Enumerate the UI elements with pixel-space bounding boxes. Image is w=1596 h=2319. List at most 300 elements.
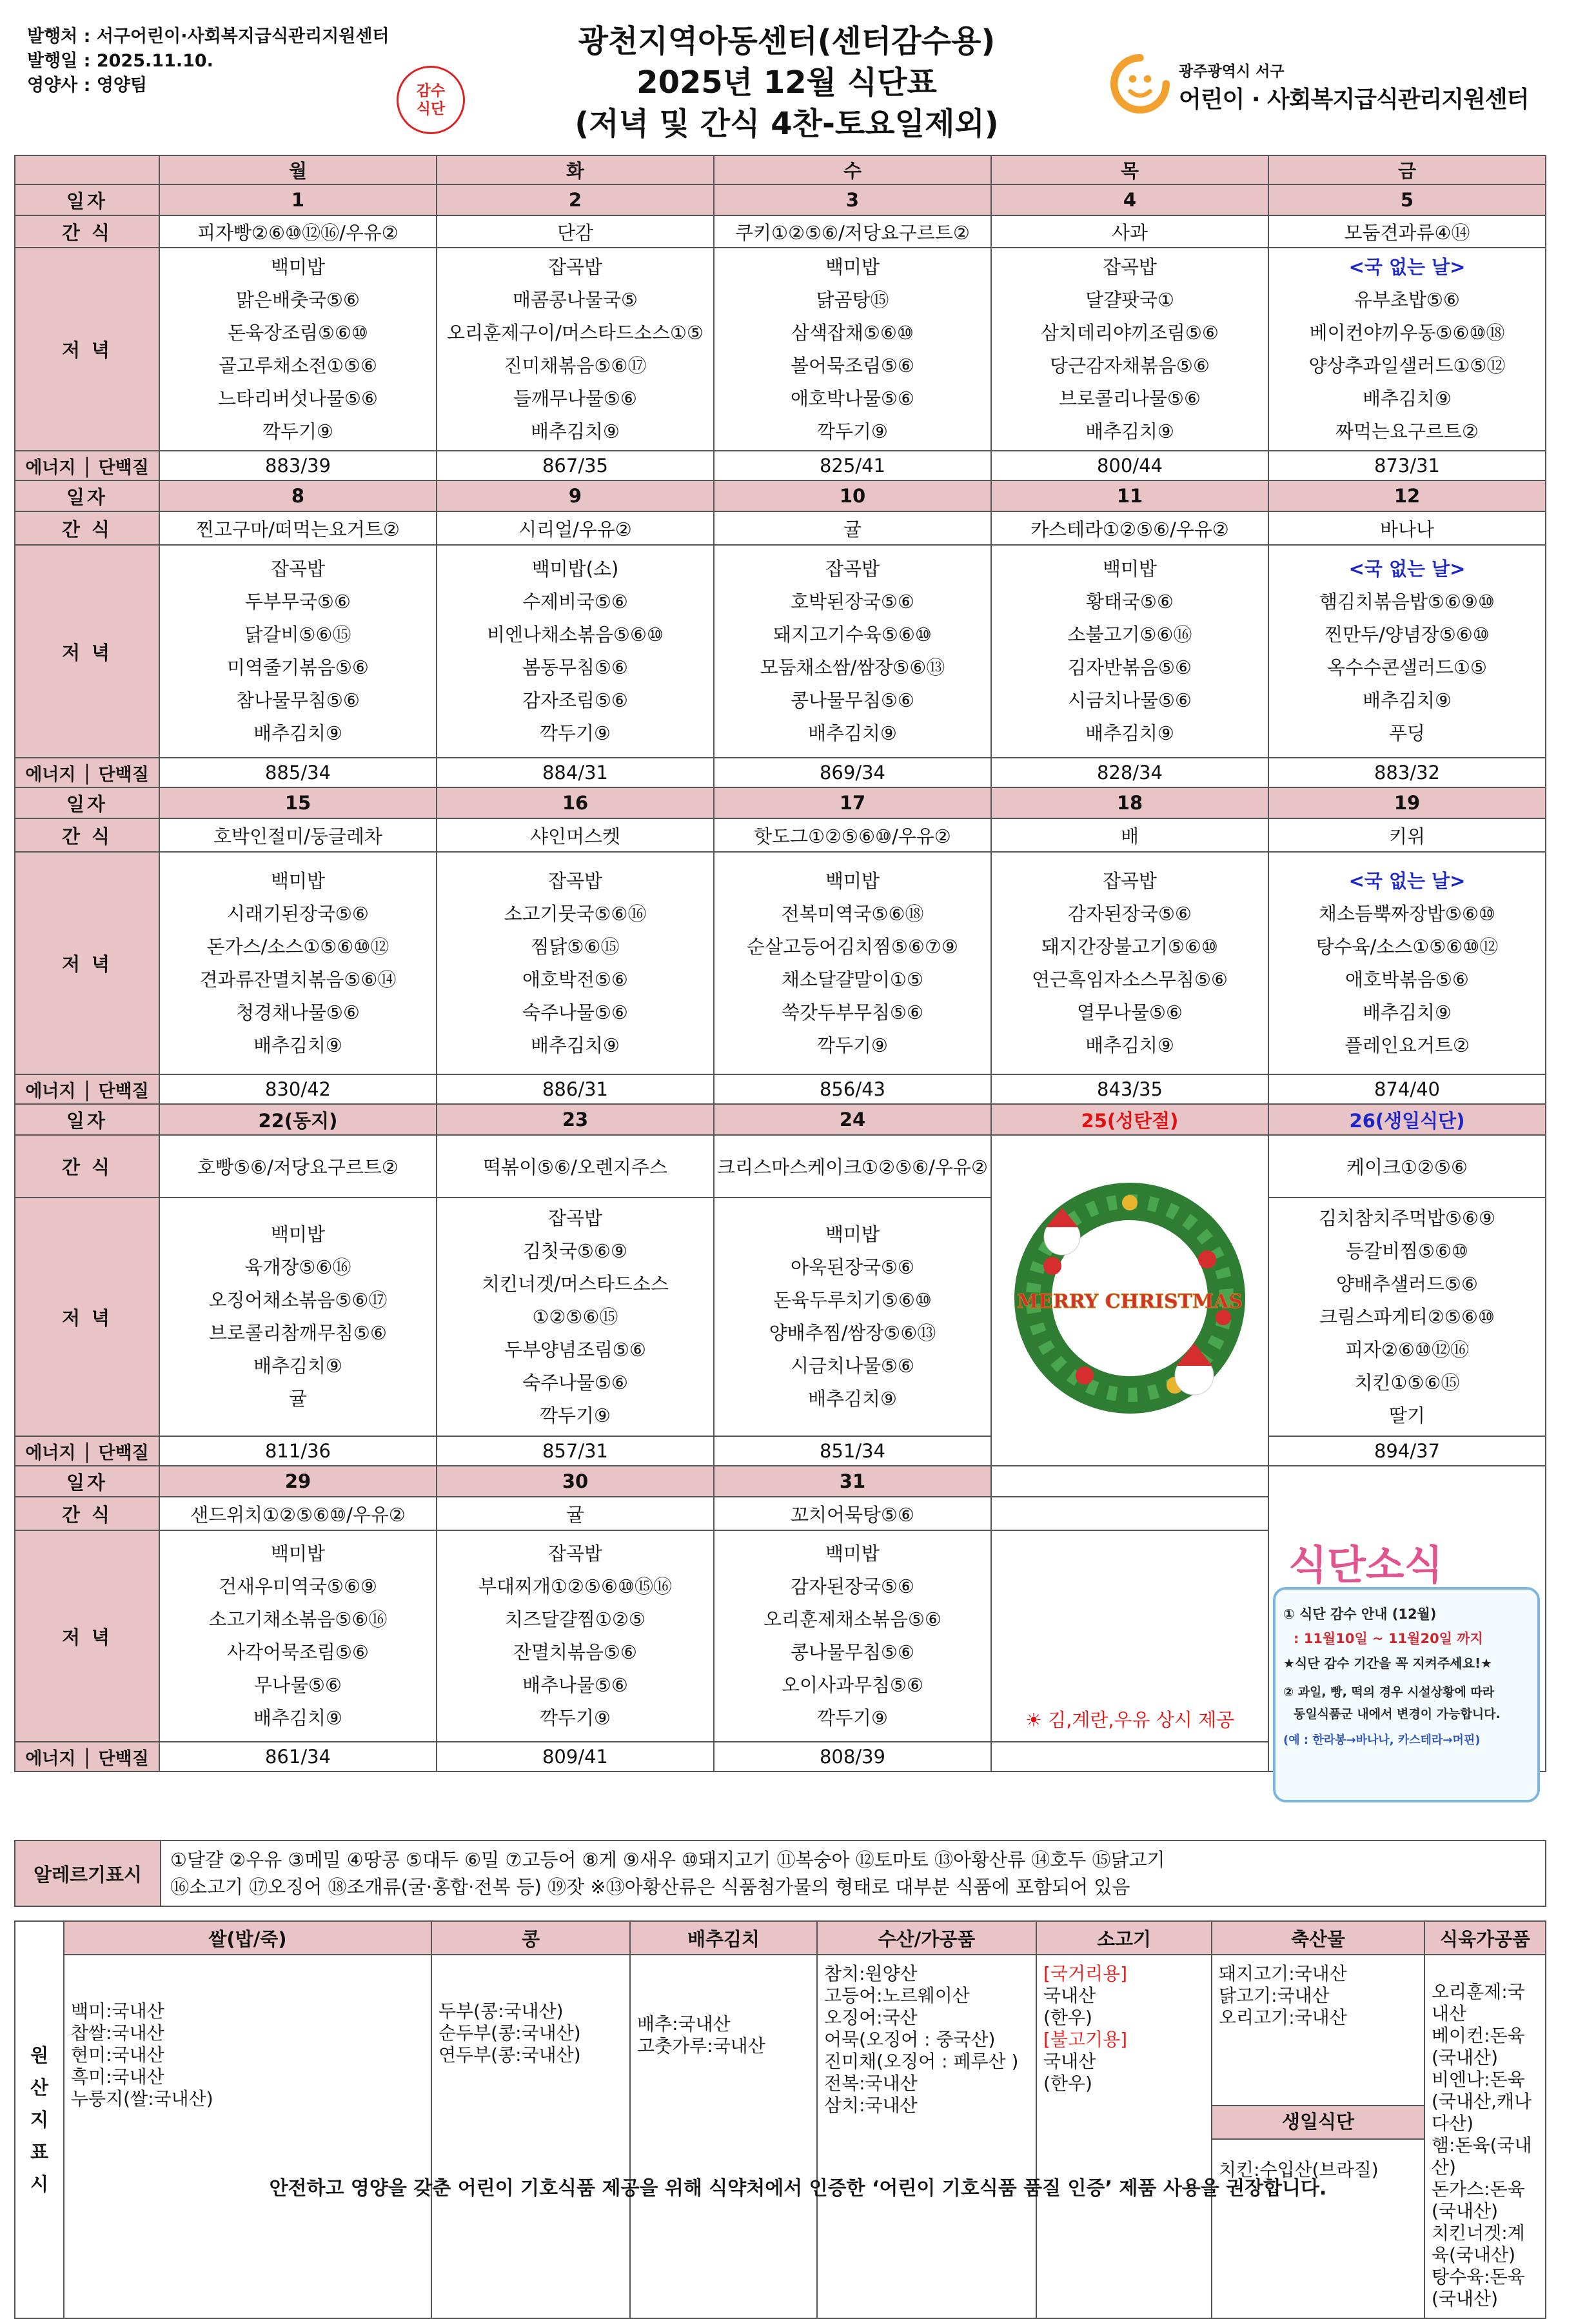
menu-item: 돼지고기수육⑤⑥⑩ [773, 624, 932, 646]
menu-item: 배추김치⑨ [530, 420, 620, 442]
snack-label: 간 식 [15, 511, 159, 545]
menu-item: 김칫국⑤⑥⑨ [522, 1239, 628, 1262]
energy-cell: 885/34 [159, 758, 437, 787]
date-cell: 9 [437, 480, 714, 511]
energy-row [15, 1074, 1546, 1104]
menu-item: 감자조림⑤⑥ [522, 689, 629, 711]
energy-label: 에너지 │ 단백질 [15, 1436, 159, 1466]
origin-bean: 두부(콩:국내산) 순두부(콩:국내산) 연두부(콩:국내산) [431, 1955, 630, 2318]
menu-item: 황태국⑤⑥ [1085, 591, 1174, 613]
menu-item: 콩나물무침⑤⑥ [790, 689, 915, 711]
menu-item: 전복미역국⑤⑥⑱ [781, 902, 924, 925]
menu-item: 배추김치⑨ [253, 1034, 343, 1056]
energy-label: 에너지 │ 단백질 [15, 1074, 159, 1104]
menu-item: 참나물무침⑤⑥ [235, 689, 360, 711]
energy-cell: 894/37 [1268, 1436, 1546, 1466]
date-row [15, 787, 1546, 818]
menu-item: 쑥갓두부무침⑤⑥ [781, 1001, 924, 1023]
energy-cell: 883/32 [1268, 758, 1546, 787]
energy-row [15, 758, 1546, 787]
menu-item: 맑은배춧국⑤⑥ [235, 288, 360, 311]
menu-item: 치킨너겟/머스타드소스 [482, 1272, 669, 1295]
menu-item: 백미밥 [270, 869, 326, 892]
supply-note: ☀ 김,계란,우유 상시 제공 [1025, 1709, 1235, 1731]
dinner-menu [714, 1218, 990, 1416]
menu-item: 배추김치⑨ [1085, 1034, 1175, 1056]
menu-item: 호박된장국⑤⑥ [790, 591, 915, 613]
dinner-cell [1268, 545, 1546, 758]
origin-header [15, 1921, 1546, 1955]
menu-item: 깍두기⑨ [539, 1404, 611, 1426]
menu-item: 닭곰탕⑮ [816, 288, 889, 311]
dinner-menu [437, 1202, 713, 1432]
date-cell: 15 [159, 787, 437, 818]
menu-item: 잡곡밥 [1102, 255, 1158, 278]
menu-item: 오리훈제채소볶음⑤⑥ [763, 1608, 942, 1630]
menu-item: 모둠채소쌈/쌈장⑤⑥⑬ [760, 656, 945, 678]
date-cell: 29 [159, 1466, 437, 1497]
menu-item: 들깨무나물⑤⑥ [513, 387, 638, 410]
date-row [15, 1466, 1546, 1497]
dinner-cell [159, 852, 437, 1074]
menu-item: 배추김치⑨ [253, 722, 343, 744]
menu-item: 잔멸치볶음⑤⑥ [513, 1641, 638, 1663]
menu-item: 채소달걀말이①⑤ [781, 968, 924, 991]
energy-cell: 830/42 [159, 1074, 437, 1104]
dinner-label: 저 녁 [15, 248, 159, 451]
dinner-menu [1269, 865, 1545, 1062]
date-label: 일자 [15, 480, 159, 511]
menu-item: <국 없는 날> [1348, 558, 1466, 580]
menu-item: 깍두기⑨ [539, 722, 611, 744]
origin-beef: [국거리용] 국내산 (한우) [불고기용] 국내산 (한우) [1036, 1955, 1212, 2318]
svg-text:식단소식: 식단소식 [1288, 1541, 1443, 1588]
snack-row [15, 511, 1546, 545]
menu-item: 볼어묵조림⑤⑥ [790, 354, 915, 377]
origin-livestock: 돼지고기:국내산 닭고기:국내산 오리고기:국내산 [1212, 1955, 1424, 2106]
dinner-cell [437, 852, 714, 1074]
dinner-row [15, 545, 1546, 758]
menu-item: 찐만두/양념장⑤⑥⑩ [1325, 624, 1490, 646]
dinner-menu [1269, 251, 1545, 448]
menu-item: 백미밥(소) [531, 558, 619, 580]
date-cell: 19 [1268, 787, 1546, 818]
dinner-cell [991, 248, 1268, 451]
dinner-menu [160, 865, 436, 1062]
origin-rice: 백미:국내산 찹쌀:국내산 현미:국내산 흑미:국내산 누룽지(쌀:국내산) [64, 1955, 431, 2318]
allergy-text: ①달걀 ②우유 ③메밀 ④땅콩 ⑤대두 ⑥밀 ⑦고등어 ⑧게 ⑨새우 ⑩돼지고기 ⑪복숭아 ⑫토마토 ⑬아황산류 ⑭호두 ⑮닭고기 ⑯소고기 ⑰오징어 ⑱조개류(굴·홍합·전복 등) ⑲잣 ※⑬아황산류은 식품첨가물의 형태로 대부분 식품에 포함되어 있음 [170, 1849, 1165, 1898]
menu-item: 연근흑임자소스무침⑤⑥ [1031, 968, 1228, 991]
energy-cell: 857/31 [437, 1436, 714, 1466]
menu-item: 두부무국⑤⑥ [244, 591, 351, 613]
dinner-cell [1268, 1198, 1546, 1436]
energy-cell: 869/34 [714, 758, 991, 787]
menu-item: 깍두기⑨ [816, 420, 889, 442]
dinner-menu [160, 1537, 436, 1735]
dinner-menu [160, 1218, 436, 1416]
energy-cell: 856/43 [714, 1074, 991, 1104]
energy-cell: 843/35 [991, 1074, 1268, 1104]
menu-item: 오리훈제구이/머스타드소스①⑤ [447, 321, 704, 344]
dinner-cell [714, 545, 991, 758]
menu-item: 부대찌개①②⑤⑥⑩⑮⑯ [478, 1575, 673, 1597]
dinner-menu [714, 865, 990, 1062]
menu-item: 양상추과일샐러드①⑤⑫ [1308, 354, 1506, 377]
menu-item: 백미밥 [825, 1543, 880, 1564]
origin-birthday: 생일식단 치킨:수입산(브라질) [1212, 2106, 1424, 2318]
energy-cell: 851/34 [714, 1436, 991, 1466]
snack-label: 간 식 [15, 1497, 159, 1530]
christmas-wreath-icon [1001, 1163, 1259, 1434]
origin-col-header: 콩 [431, 1921, 630, 1955]
dinner-cell [714, 248, 991, 451]
menu-item: 무나물⑤⑥ [253, 1674, 342, 1696]
origin-kimchi: 배추:국내산 고춧가루:국내산 [630, 1955, 817, 2318]
menu-item: 순살고등어김치찜⑤⑥⑦⑨ [746, 935, 959, 958]
energy-cell: 825/41 [714, 451, 991, 480]
menu-item: 플레인요거트② [1344, 1034, 1470, 1056]
date-label: 일자 [15, 787, 159, 818]
menu-item: 육개장⑤⑥⑯ [244, 1256, 351, 1278]
menu-item: 돈육장조림⑤⑥⑩ [227, 321, 369, 344]
svg-text:: 11월10일 ~ 11월20일 까지: : 11월10일 ~ 11월20일 까지 [1294, 1631, 1483, 1646]
sun-icon: ☀ [1025, 1709, 1049, 1731]
menu-item: 배추김치⑨ [1362, 387, 1452, 410]
weekday-label: 월 [159, 155, 437, 184]
date-cell: 22(동지) [159, 1104, 437, 1135]
dinner-menu [437, 251, 713, 448]
menu-item: 오이사과무침⑤⑥ [781, 1674, 924, 1696]
menu-item: 잡곡밥 [547, 1207, 603, 1229]
date-cell: 30 [437, 1466, 714, 1497]
snack-cell: 떡볶이⑤⑥/오렌지주스 [437, 1135, 714, 1198]
menu-item: 당근감자채볶음⑤⑥ [1049, 354, 1210, 377]
menu-item: 잡곡밥 [547, 255, 603, 278]
menu-item: 피자②⑥⑩⑫⑯ [1345, 1338, 1470, 1361]
menu-item: <국 없는 날> [1348, 255, 1466, 278]
dinner-menu [1269, 1202, 1545, 1432]
date-cell: 8 [159, 480, 437, 511]
snack-label: 간 식 [15, 818, 159, 852]
menu-item: 탕수육/소스①⑤⑥⑩⑫ [1315, 935, 1499, 958]
dinner-menu [437, 865, 713, 1062]
menu-item: 치즈달걀찜①②⑤ [504, 1608, 646, 1630]
origin-col-header: 소고기 [1036, 1921, 1212, 1955]
menu-item: 양배추샐러드⑤⑥ [1335, 1272, 1479, 1295]
menu-item: 배추김치⑨ [807, 722, 898, 744]
menu-item: 봄동무침⑤⑥ [522, 656, 629, 678]
menu-item: 배추나물⑤⑥ [522, 1674, 629, 1696]
menu-item: 돈육두루치기⑤⑥⑩ [773, 1289, 932, 1311]
dinner-cell [159, 248, 437, 451]
energy-cell: 808/39 [714, 1742, 991, 1771]
menu-item: 백미밥 [825, 869, 880, 892]
menu-notice [1263, 1527, 1546, 1830]
menu-item: 잡곡밥 [547, 869, 603, 892]
date-cell: 23 [437, 1104, 714, 1135]
dinner-cell [437, 545, 714, 758]
snack-cell: 모둠견과류④⑭ [1268, 215, 1546, 248]
date-row [15, 1104, 1546, 1135]
menu-item: 견과류잔멸치볶음⑤⑥⑭ [199, 968, 397, 991]
dinner-cell [1268, 852, 1546, 1074]
dinner-cell [991, 852, 1268, 1074]
menu-item: 매콤콩나물국⑤ [512, 288, 638, 311]
snack-cell: 찐고구마/떠먹는요거트② [159, 511, 437, 545]
snack-cell: 꼬치어묵탕⑤⑥ [714, 1497, 991, 1530]
menu-item: 열무나물⑤⑥ [1076, 1001, 1183, 1023]
weekday-label: 수 [714, 155, 991, 184]
allergy-label: 알레르기표시 [15, 1841, 161, 1906]
weekday-label: 금 [1268, 155, 1546, 184]
snack-cell: 귤 [714, 511, 991, 545]
dinner-cell [714, 1530, 991, 1742]
menu-item: 백미밥 [270, 1543, 326, 1564]
menu-item: 베이컨야끼우동⑤⑥⑩⑱ [1309, 321, 1505, 344]
dinner-menu [160, 251, 436, 448]
snack-row [15, 215, 1546, 248]
weekday-header [15, 155, 1546, 184]
menu-item: 감자된장국⑤⑥ [1067, 902, 1192, 925]
origin-col-header: 쌀(밥/죽) [64, 1921, 431, 1955]
menu-item: 시금치나물⑤⑥ [1067, 689, 1192, 711]
dinner-menu [714, 1537, 990, 1735]
menu-item: <국 없는 날> [1348, 869, 1466, 892]
snack-cell: 시리얼/우유② [437, 511, 714, 545]
svg-text:동일식품군 내에서 변경이 가능합니다.: 동일식품군 내에서 변경이 가능합니다. [1294, 1707, 1501, 1721]
dinner-cell [1268, 248, 1546, 451]
menu-item: 귤 [288, 1388, 307, 1410]
date-cell: 10 [714, 480, 991, 511]
date-cell: 18 [991, 787, 1268, 818]
page-title: 광천지역아동센터(센터감수용) 2025년 12월 식단표 (저녁 및 간식 4찬-토요일제외) [575, 23, 999, 142]
menu-item: ①②⑤⑥⑮ [532, 1305, 618, 1328]
menu-item: 치킨①⑤⑥⑮ [1354, 1371, 1460, 1394]
menu-item: 소고기채소볶음⑤⑥⑯ [208, 1608, 388, 1630]
dinner-label: 저 녁 [15, 545, 159, 758]
menu-item: 건새우미역국⑤⑥⑨ [218, 1575, 378, 1597]
menu-item: 닭갈비⑤⑥⑮ [244, 624, 351, 646]
dinner-cell [991, 1530, 1268, 1742]
weekday-label: 목 [991, 155, 1268, 184]
origin-col-header: 축산물 [1212, 1921, 1424, 1955]
menu-item: 시금치나물⑤⑥ [790, 1355, 915, 1377]
menu-item: 배추김치⑨ [530, 1034, 620, 1056]
menu-item: 느타리버섯나물⑤⑥ [217, 387, 379, 410]
date-cell: 26(생일식단) [1268, 1104, 1546, 1135]
svg-text:MERRY CHRISTMAS: MERRY CHRISTMAS [1016, 1290, 1243, 1313]
dinner-cell [714, 852, 991, 1074]
menu-item: 청경채나물⑤⑥ [235, 1001, 360, 1023]
menu-item: 옥수수콘샐러드①⑤ [1326, 656, 1488, 678]
energy-cell: 874/40 [1268, 1074, 1546, 1104]
origin-processed: 오리훈제:국내산 베이컨:돈육(국내산) 비엔나:돈육(국내산,캐나다산) 햄:돈육(국내산) 돈가스:돈육(국내산) 치킨너겟:계육(국내산) 탕수육:돈육(국내산) [1424, 1955, 1546, 2318]
svg-text:② 과일, 빵, 떡의 경우 시설상황에 따라: ② 과일, 빵, 떡의 경우 시설상황에 따라 [1283, 1685, 1495, 1699]
menu-item: 깍두기⑨ [262, 420, 334, 442]
menu-item: 햄김치볶음밥⑤⑥⑨⑩ [1319, 591, 1495, 613]
snack-cell: 키위 [1268, 818, 1546, 852]
menu-item: 딸기 [1388, 1404, 1426, 1426]
date-cell: 3 [714, 184, 991, 215]
menu-item: 크림스파게티②⑤⑥⑩ [1319, 1305, 1495, 1328]
energy-label: 에너지 │ 단백질 [15, 1742, 159, 1771]
date-label: 일자 [15, 1104, 159, 1135]
date-cell: 25(성탄절) [991, 1104, 1268, 1135]
menu-item: 골고루채소전①⑤⑥ [218, 354, 378, 377]
dinner-menu [437, 553, 713, 750]
center-logo: 광주광역시 서구 어린이 · 사회복지급식관리지원센터 [1109, 53, 1561, 124]
menu-item: 짜먹는요구르트② [1335, 420, 1479, 442]
menu-item: 배추김치⑨ [253, 1707, 343, 1729]
menu-item: 숙주나물⑤⑥ [522, 1371, 629, 1394]
dinner-cell [714, 1198, 991, 1436]
snack-cell: 바나나 [1268, 511, 1546, 545]
energy-cell: 809/41 [437, 1742, 714, 1771]
menu-item: 오징어채소볶음⑤⑥⑰ [208, 1289, 388, 1311]
menu-item: 애호박볶음⑤⑥ [1345, 968, 1470, 991]
menu-item: 시래기된장국⑤⑥ [226, 902, 369, 925]
date-cell: 2 [437, 184, 714, 215]
menu-item: 수제비국⑤⑥ [522, 591, 629, 613]
menu-item: 애호박전⑤⑥ [522, 968, 629, 991]
menu-item: 배추김치⑨ [1362, 689, 1452, 711]
menu-item: 사각어묵조림⑤⑥ [226, 1641, 369, 1663]
menu-item: 돈가스/소스①⑤⑥⑩⑫ [206, 935, 389, 958]
menu-item: 찜닭⑤⑥⑮ [531, 935, 620, 958]
energy-cell [991, 1742, 1268, 1771]
dinner-cell [437, 1198, 714, 1436]
menu-item: 배추김치⑨ [1085, 420, 1175, 442]
origin-side-label: 원 산 지 표 시 [15, 1921, 64, 2318]
snack-row [15, 818, 1546, 852]
origin-col-header: 수산/가공품 [817, 1921, 1036, 1955]
smile-logo-icon [1109, 53, 1171, 115]
dinner-menu [1269, 553, 1545, 750]
snack-cell: 케이크①②⑤⑥ [1268, 1135, 1546, 1198]
menu-item: 잡곡밥 [825, 558, 880, 580]
snack-cell: 크리스마스케이크①②⑤⑥/우유② [714, 1135, 991, 1198]
menu-item: 잡곡밥 [270, 558, 326, 580]
menu-item: 달걀팟국① [1085, 288, 1175, 311]
weekday-label: 화 [437, 155, 714, 184]
menu-item: 배추김치⑨ [253, 1355, 343, 1377]
publisher: 발행처 : 서구어린이·사회복지급식관리지원센터 [27, 26, 389, 46]
dinner-menu [992, 251, 1268, 448]
date-cell: 31 [714, 1466, 991, 1497]
energy-cell: 811/36 [159, 1436, 437, 1466]
allergy-legend [14, 1840, 1546, 1907]
energy-cell: 873/31 [1268, 451, 1546, 480]
menu-item: 소불고기⑤⑥⑯ [1067, 624, 1192, 646]
date-cell: 12 [1268, 480, 1546, 511]
energy-label: 에너지 │ 단백질 [15, 451, 159, 480]
date-cell: 16 [437, 787, 714, 818]
snack-cell [991, 1497, 1268, 1530]
menu-item: 브로콜리나물⑤⑥ [1058, 387, 1201, 410]
energy-row [15, 1436, 1546, 1466]
menu-item: 백미밥 [825, 255, 880, 278]
date-cell: 4 [991, 184, 1268, 215]
menu-item: 소고기뭇국⑤⑥⑯ [504, 902, 647, 925]
dinner-label: 저 녁 [15, 1530, 159, 1742]
menu-item: 깍두기⑨ [816, 1034, 889, 1056]
energy-row [15, 451, 1546, 480]
snack-cell: 피자빵②⑥⑩⑫⑯/우유② [159, 215, 437, 248]
origin-col-header: 배추김치 [630, 1921, 817, 1955]
menu-item: 브로콜리참깨무침⑤⑥ [208, 1322, 388, 1344]
snack-cell: 사과 [991, 215, 1268, 248]
menu-item: 비엔나채소볶음⑤⑥⑩ [486, 624, 664, 646]
menu-item: 아욱된장국⑤⑥ [790, 1256, 915, 1278]
origin-seafood: 참치:원양산 고등어:노르웨이산 오징어:국산 어묵(오징어 : 중국산) 진미채(오징어 : 페루산 ) 전복:국내산 삼치:국내산 [817, 1955, 1036, 2318]
origin-table [14, 1920, 1546, 2319]
menu-item: 깍두기⑨ [816, 1707, 889, 1729]
snack-cell: 쿠키①②⑤⑥/저당요구르트② [714, 215, 991, 248]
menu-item: 백미밥 [270, 255, 326, 278]
snack-cell: 호빵⑤⑥/저당요구르트② [159, 1135, 437, 1198]
date-cell: 1 [159, 184, 437, 215]
menu-item: 백미밥 [270, 1223, 326, 1245]
menu-item: 진미채볶음⑤⑥⑰ [504, 354, 647, 377]
date-row [15, 480, 1546, 511]
menu-item: 미역줄기볶음⑤⑥ [226, 656, 369, 678]
dinner-row [15, 852, 1546, 1074]
date-label: 일자 [15, 1466, 159, 1497]
issuer-info [27, 25, 389, 98]
dinner-cell [159, 1530, 437, 1742]
menu-item: 애호박나물⑤⑥ [790, 387, 915, 410]
date-cell: 11 [991, 480, 1268, 511]
svg-text:★식단 감수 기간을 꼭 지켜주세요!★: ★식단 감수 기간을 꼭 지켜주세요!★ [1283, 1655, 1492, 1671]
dinner-menu [992, 553, 1268, 750]
menu-item: 깍두기⑨ [539, 1707, 611, 1729]
dinner-label: 저 녁 [15, 1198, 159, 1436]
menu-item: 백미밥 [825, 1223, 880, 1245]
energy-cell: 861/34 [159, 1742, 437, 1771]
dinner-cell [159, 545, 437, 758]
date-cell: 5 [1268, 184, 1546, 215]
dinner-cell [159, 1198, 437, 1436]
menu-item: 돼지간장불고기⑤⑥⑩ [1041, 935, 1219, 958]
menu-item: 푸딩 [1388, 722, 1426, 744]
menu-item: 배추김치⑨ [807, 1388, 898, 1410]
menu-item: 채소듬뿍짜장밥⑤⑥⑩ [1318, 902, 1496, 925]
energy-label: 에너지 │ 단백질 [15, 758, 159, 787]
nutritionist: 영양사 : 영양팀 [27, 75, 148, 95]
dinner-label: 저 녁 [15, 852, 159, 1074]
energy-cell: 884/31 [437, 758, 714, 787]
dinner-menu [437, 1537, 713, 1735]
snack-label: 간 식 [15, 215, 159, 248]
dinner-menu [160, 553, 436, 750]
dinner-cell [437, 248, 714, 451]
snack-cell: 카스테라①②⑤⑥/우유② [991, 511, 1268, 545]
menu-item: 감자된장국⑤⑥ [790, 1575, 915, 1597]
menu-item: 배추김치⑨ [1362, 1001, 1452, 1023]
svg-text:① 식단 감수 안내 (12월): ① 식단 감수 안내 (12월) [1283, 1606, 1437, 1622]
menu-item: 양배추찜/쌈장⑤⑥⑬ [769, 1322, 936, 1344]
date-label: 일자 [15, 184, 159, 215]
review-stamp: 감수 식단 [397, 66, 465, 134]
snack-cell: 샤인머스켓 [437, 818, 714, 852]
energy-cell: 886/31 [437, 1074, 714, 1104]
menu-item: 유부초밥⑤⑥ [1354, 288, 1461, 311]
snack-cell: 호박인절미/둥글레차 [159, 818, 437, 852]
energy-cell: 867/35 [437, 451, 714, 480]
date-cell: 24 [714, 1104, 991, 1135]
menu-item: 등갈비찜⑤⑥⑩ [1345, 1239, 1469, 1262]
svg-text:(예 : 한라봉→바나나, 카스테라→머핀): (예 : 한라봉→바나나, 카스테라→머핀) [1283, 1733, 1481, 1747]
